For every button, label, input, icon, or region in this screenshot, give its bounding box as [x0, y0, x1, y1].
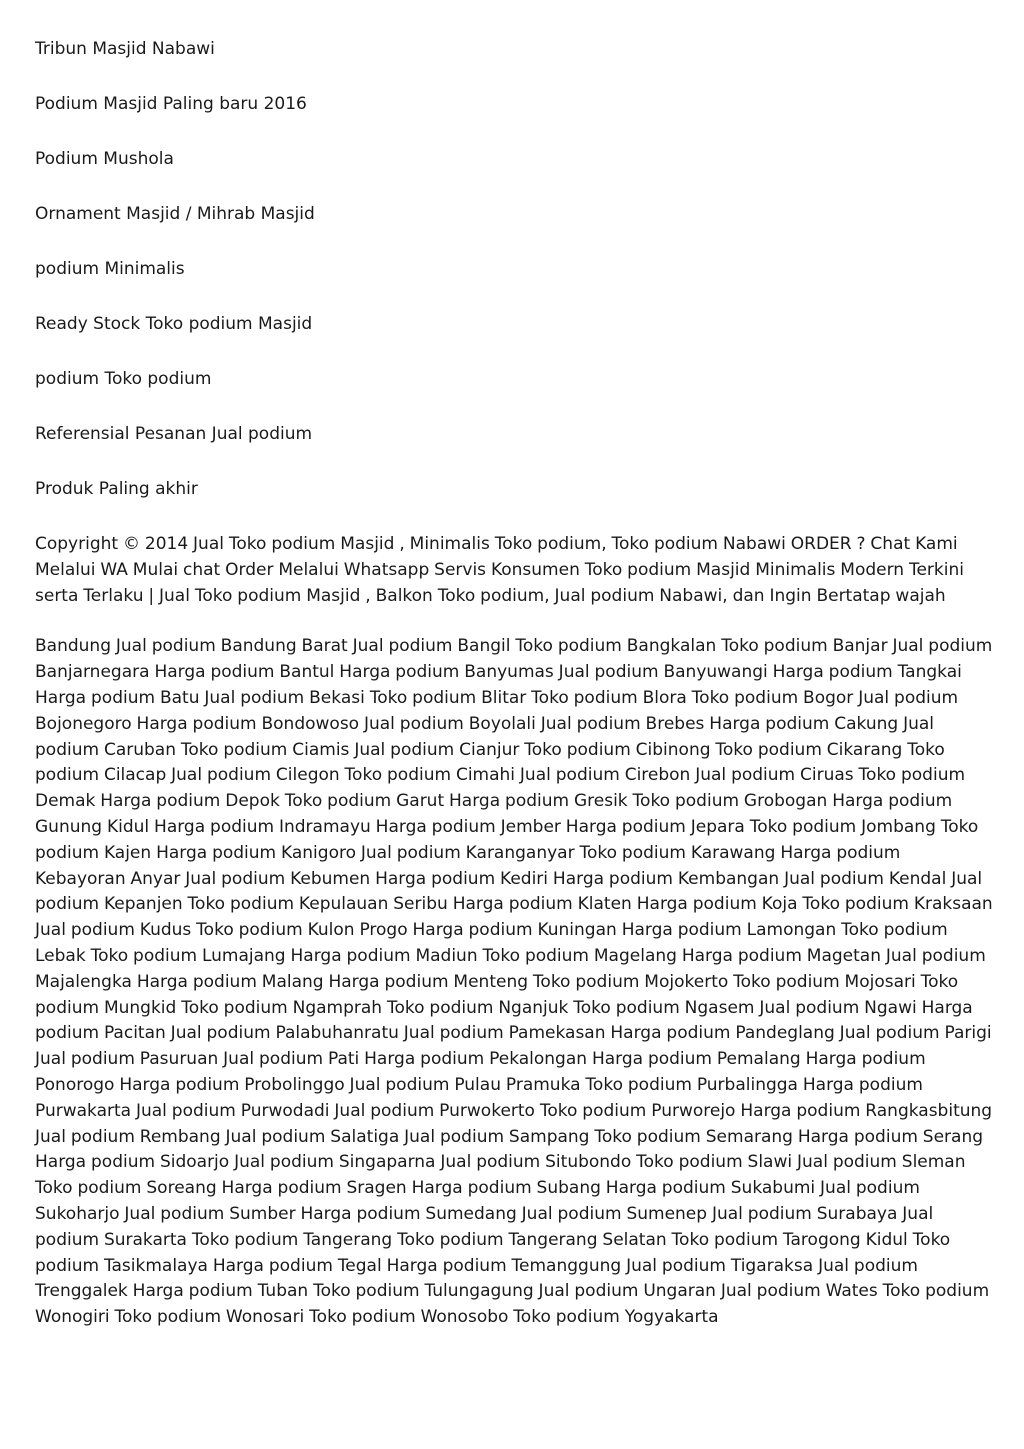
link-item-referensial-pesanan[interactable]: Referensial Pesanan Jual podium — [35, 424, 313, 444]
link-item-ready-stock[interactable]: Ready Stock Toko podium Masjid — [35, 314, 313, 334]
link-item-podium-masjid-paling-baru[interactable]: Podium Masjid Paling baru 2016 — [35, 94, 307, 114]
link-item-podium-toko-podium[interactable]: podium Toko podium — [35, 369, 212, 389]
link-item-podium-mushola[interactable]: Podium Mushola — [35, 149, 174, 169]
link-list — [35, 37, 995, 501]
document-page — [35, 37, 995, 1331]
link-item-podium-minimalis[interactable]: podium Minimalis — [35, 259, 185, 279]
copyright-paragraph: Copyright © 2014 Jual Toko podium Masjid , Minimalis Toko podium, Toko podium Nabawi ORDER ? Chat Kami Melalui WA Mulai chat Order Melalui Whatsapp Servis Konsumen Toko podium Masjid Minimalis Modern Terkini serta Terlaku | Jual Toko podium Masjid , Balkon Toko podium, Jual podium Nabawi, dan Ingin Bertatap wajah — [35, 534, 964, 606]
link-item-tribun-masjid-nabawi[interactable]: Tribun Masjid Nabawi — [35, 39, 215, 59]
city-list-paragraph: Bandung Jual podium Bandung Barat Jual podium Bangil Toko podium Bangkalan Toko podium Banjar Jual podium Banjarnegara Harga podium Bantul Harga podium Banyumas Jual podium Banyuwangi Harga podium Tangkai Harga podium Batu Jual podium Bekasi Toko podium Blitar Toko podium Blora Toko podium Bogor Jual podium Bojonegoro Harga podium Bondowoso Jual podium Boyolali Jual podium Brebes Harga podium Cakung Jual podium Caruban Toko podium Ciamis Jual podium Cianjur Toko podium Cibinong Toko podium Cikarang Toko podium Cilacap Jual podium Cilegon Toko podium Cimahi Jual podium Cirebon Jual podium Ciruas Toko podium Demak Harga podium Depok Toko podium Garut Harga podium Gresik Toko podium Grobogan Harga podium Gunung Kidul Harga podium Indramayu Harga podium Jember Harga podium Jepara Toko podium Jombang Toko podium Kajen Harga podium Kanigoro Jual podium Karanganyar Toko podium Karawang Harga podium Kebayoran Anyar Jual podium Kebumen Harga podium Kediri Harga podium Kembangan Jual podium Kendal Jual podium Kepanjen Toko podium Kepulauan Seribu Harga podium Klaten Harga podium Koja Toko podium Kraksaan Jual podium Kudus Toko podium Kulon Progo Harga podium Kuningan Harga podium Lamongan Toko podium Lebak Toko podium Lumajang Harga podium Madiun Toko podium Magelang Harga podium Magetan Jual podium Majalengka Harga podium Malang Harga podium Menteng Toko podium Mojokerto Toko podium Mojosari Toko podium Mungkid Toko podium Ngamprah Toko podium Nganjuk Toko podium Ngasem Jual podium Ngawi Harga podium Pacitan Jual podium Palabuhanratu Jual podium Pamekasan Harga podium Pandeglang Jual podium Parigi Jual podium Pasuruan Jual podium Pati Harga podium Pekalongan Harga podium Pemalang Harga podium Ponorogo Harga podium Probolinggo Jual podium Pulau Pramuka Toko podium Purbalingga Harga podium Purwakarta Jual podium Purwodadi Jual podium Purwokerto Toko podium Purworejo Harga podium Rangkasbitung Jual podium Rembang Jual podium Salatiga Jual podium Sampang Toko podium Semarang Harga podium Serang Harga podium Sidoarjo Jual podium Singaparna Jual podium Situbondo Toko podium Slawi Jual podium Sleman Toko podium Soreang Harga podium Sragen Harga podium Subang Harga podium Sukabumi Jual podium Sukoharjo Jual podium Sumber Harga podium Sumedang Jual podium Sumenep Jual podium Surabaya Jual podium Surakarta Toko podium Tangerang Toko podium Tangerang Selatan Toko podium Tarogong Kidul Toko podium Tasikmalaya Harga podium Tegal Harga podium Temanggung Jual podium Tigaraksa Jual podium Trenggalek Harga podium Tuban Toko podium Tulungagung Jual podium Ungaran Jual podium Wates Toko podium Wonogiri Toko podium Wonosari Toko podium Wonosobo Toko podium Yogyakarta — [35, 636, 993, 1328]
link-item-produk-paling-akhir[interactable]: Produk Paling akhir — [35, 479, 198, 499]
link-item-ornament-masjid[interactable]: Ornament Masjid / Mihrab Masjid — [35, 204, 315, 224]
